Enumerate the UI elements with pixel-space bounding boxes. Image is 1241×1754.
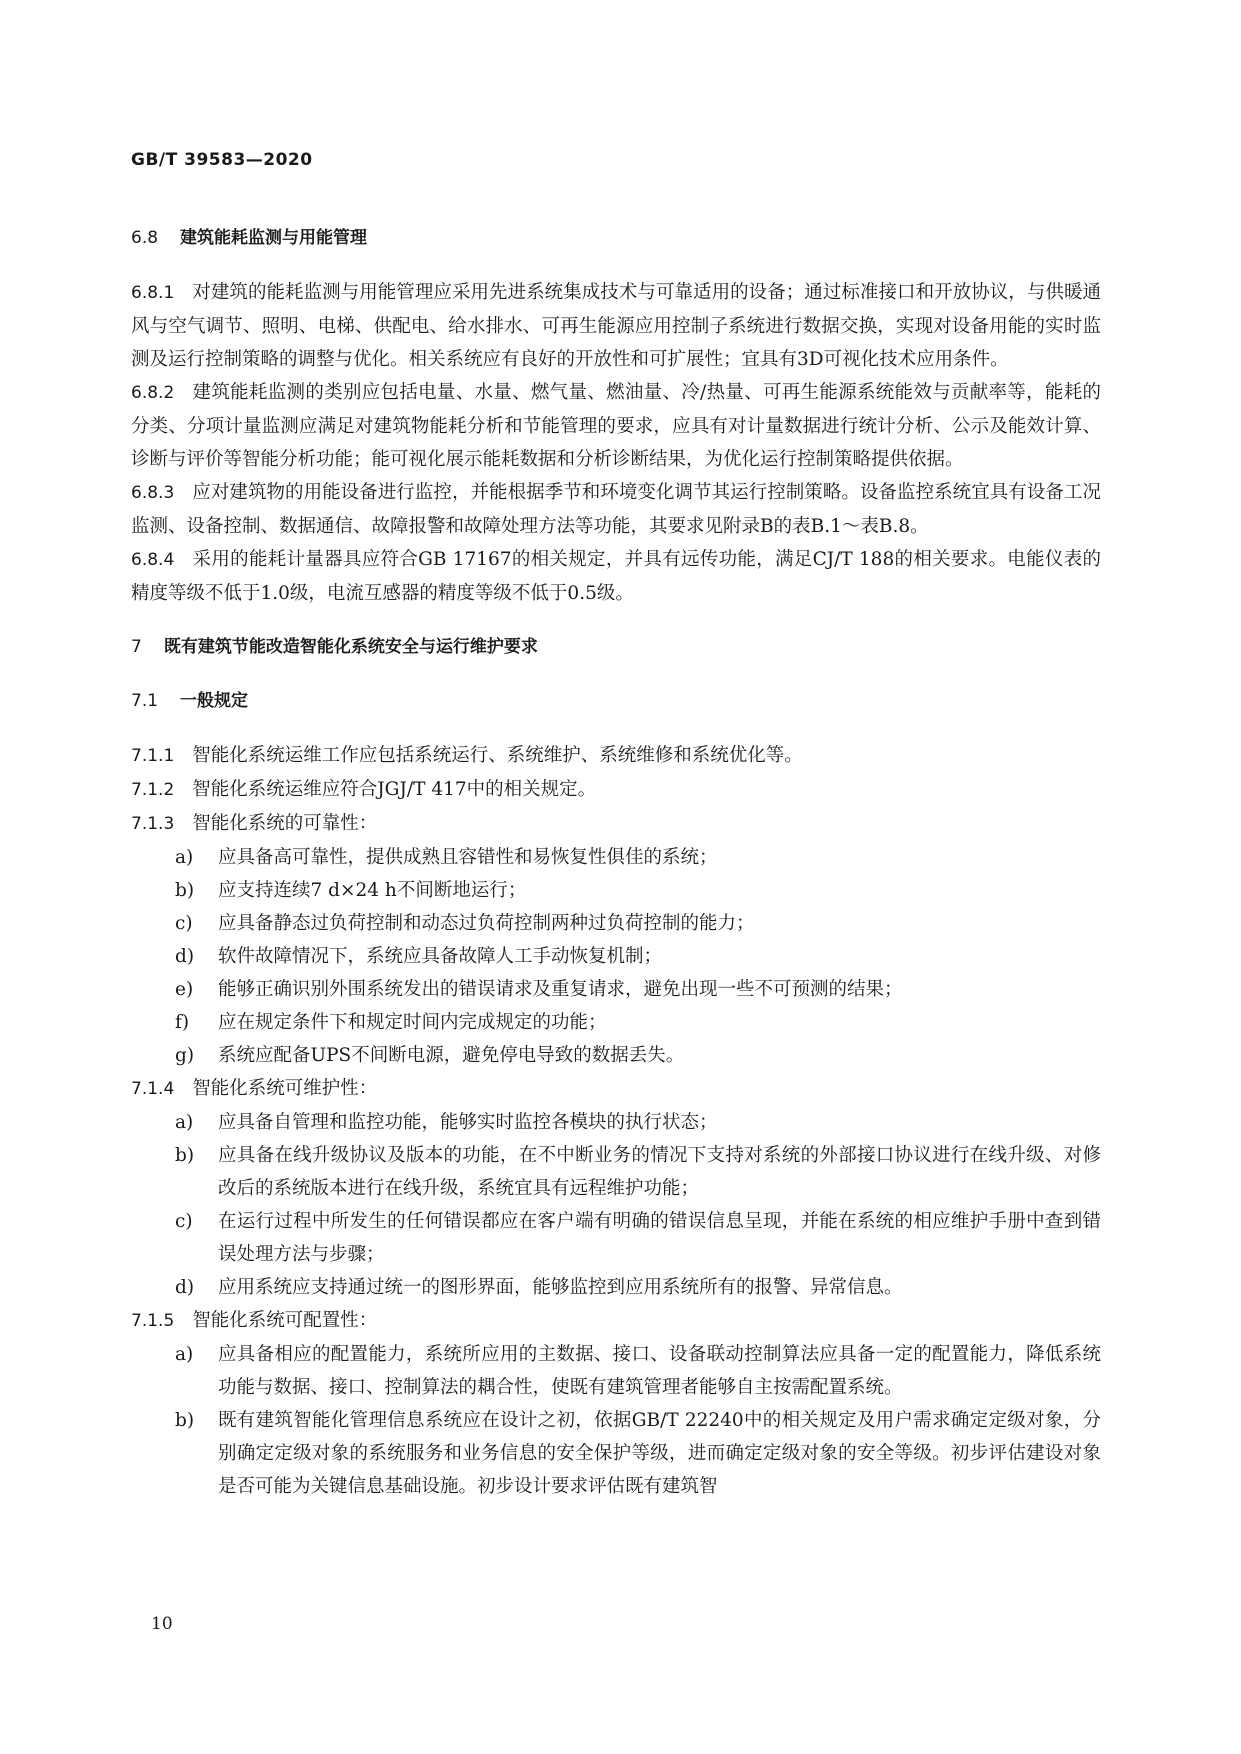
clause-6-8-1 [131,276,1101,376]
list-item [131,1205,1101,1271]
section-title: 建筑能耗监测与用能管理 [180,228,368,248]
list-text: 应具备自管理和监控功能，能够实时监控各模块的执行状态； [218,1112,718,1133]
clause-7-1-1 [131,739,1101,773]
clause-number: 6.8.2 [131,383,175,403]
clause-6-8-3 [131,476,1101,543]
clause-number: 6.8.4 [131,550,175,570]
clause-text: 应对建筑物的用能设备进行监控，并能根据季节和环境变化调节其运行控制策略。设备监控系统宜具有设备工况监测、设备控制、数据通信、故障报警和故障处理方法等功能，其要求见附录B的表B.1～表B.8。 [131,482,1101,537]
list-label: b) [175,1145,195,1166]
list-label: c) [175,913,193,934]
list-text: 软件故障情况下，系统应具备故障人工手动恢复机制； [218,946,663,967]
list-item [131,1006,1101,1039]
list-item [131,1106,1101,1139]
list-text: 应具备静态过负荷控制和动态过负荷控制两种过负荷控制的能力； [218,913,755,934]
list-item [131,1039,1101,1072]
clause-6-8-4 [131,543,1101,610]
list-label: a) [175,1112,194,1133]
list-item [131,1338,1101,1404]
section-title: 既有建筑节能改造智能化系统安全与运行维护要求 [163,637,538,657]
clause-text: 智能化系统可配置性： [192,1310,378,1331]
list-text: 在运行过程中所发生的任何错误都应在客户端有明确的错误信息呈现，并能在系统的相应维护手册中查到错误处理方法与步骤； [218,1211,1101,1265]
document-code: GB/T 39583—2020 [131,150,313,170]
clause-7-1-2 [131,773,1101,807]
clause-text: 智能化系统的可靠性： [192,813,378,834]
chapter-heading-7 [131,631,1101,664]
list-item [131,1271,1101,1304]
clause-number: 6.8.3 [131,483,175,503]
section-number: 7 [131,637,142,657]
clause-number: 7.1.4 [131,1079,175,1099]
list-item [131,940,1101,973]
clause-number: 7.1.3 [131,814,175,834]
list-label: b) [175,1410,195,1431]
list-label: a) [175,847,194,868]
list-label: e) [175,979,194,1000]
clause-text: 采用的能耗计量器具应符合GB 17167的相关规定，并具有远传功能，满足CJ/T 188的相关要求。电能仪表的精度等级不低于1.0级，电流互感器的精度等级不低于0.5级。 [131,549,1101,604]
clause-text: 智能化系统可维护性： [192,1078,378,1099]
clause-text: 智能化系统运维应符合JGJ/T 417中的相关规定。 [192,779,597,800]
list-item [131,841,1101,874]
list-item [131,1404,1101,1503]
list-text: 应具备相应的配置能力，系统所应用的主数据、接口、设备联动控制算法应具备一定的配置能力，降低系统功能与数据、接口、控制算法的耦合性，使既有建筑管理者能够自主按需配置系统。 [218,1344,1101,1398]
clause-number: 7.1.1 [131,746,175,766]
list-item [131,907,1101,940]
list-label: d) [175,946,195,967]
clause-text: 智能化系统运维工作应包括系统运行、系统维护、系统维修和系统优化等。 [192,745,803,766]
clause-number: 6.8.1 [131,283,175,303]
clause-7-1-3 [131,807,1101,841]
clause-7-1-5 [131,1304,1101,1338]
clause-6-8-2 [131,376,1101,476]
list-text: 能够正确识别外围系统发出的错误请求及重复请求，避免出现一些不可预测的结果； [218,979,903,1000]
list-text: 应支持连续7 d×24 h不间断地运行； [218,880,527,901]
clause-7-1-4 [131,1072,1101,1106]
page-number: 10 [151,1614,173,1634]
list-label: d) [175,1277,195,1298]
list-label: b) [175,880,195,901]
list-label: a) [175,1344,194,1365]
list-text: 既有建筑智能化管理信息系统应在设计之初，依据GB/T 22240中的相关规定及用户需求确定定级对象，分别确定定级对象的系统服务和业务信息的安全保护等级，进而确定定级对象的安全等级。初步评估建设对象是否可能为关键信息基础设施。初步设计要求评估既有建筑智 [218,1410,1101,1497]
section-title: 一般规定 [180,691,249,711]
section-number: 6.8 [131,228,159,248]
list-text: 应具备在线升级协议及版本的功能，在不中断业务的情况下支持对系统的外部接口协议进行在线升级、对修改后的系统版本进行在线升级，系统宜具有远程维护功能； [218,1145,1101,1199]
list-label: c) [175,1211,193,1232]
list-label: f) [175,1012,190,1033]
document-body [131,222,1101,1503]
list-text: 应在规定条件下和规定时间内完成规定的功能； [218,1012,607,1033]
list-label: g) [175,1045,195,1066]
list-text: 系统应配备UPS不间断电源，避免停电导致的数据丢失。 [218,1045,685,1066]
list-item [131,1139,1101,1205]
clause-number: 7.1.5 [131,1311,175,1331]
list-text: 应具备高可靠性，提供成熟且容错性和易恢复性俱佳的系统； [218,847,718,868]
clause-number: 7.1.2 [131,780,175,800]
list-item [131,973,1101,1006]
section-heading-7-1 [131,685,1101,718]
list-text: 应用系统应支持通过统一的图形界面，能够监控到应用系统所有的报警、异常信息。 [218,1277,903,1298]
clause-text: 对建筑的能耗监测与用能管理应采用先进系统集成技术与可靠适用的设备；通过标准接口和开放协议，与供暖通风与空气调节、照明、电梯、供配电、给水排水、可再生能源应用控制子系统进行数据交换，实现对设备用能的实时监测及运行控制策略的调整与优化。相关系统应有良好的开放性和可扩展性；宜具有3D可视化技术应用条件。 [131,282,1101,370]
section-heading-6-8 [131,222,1101,255]
section-number: 7.1 [131,691,159,711]
clause-text: 建筑能耗监测的类别应包括电量、水量、燃气量、燃油量、冷/热量、可再生能源系统能效与贡献率等，能耗的分类、分项计量监测应满足对建筑物能耗分析和节能管理的要求，应具有对计量数据进行统计分析、公示及能效计算、诊断与评价等智能分析功能；能可视化展示能耗数据和分析诊断结果，为优化运行控制策略提供依据。 [131,382,1101,470]
list-item [131,874,1101,907]
